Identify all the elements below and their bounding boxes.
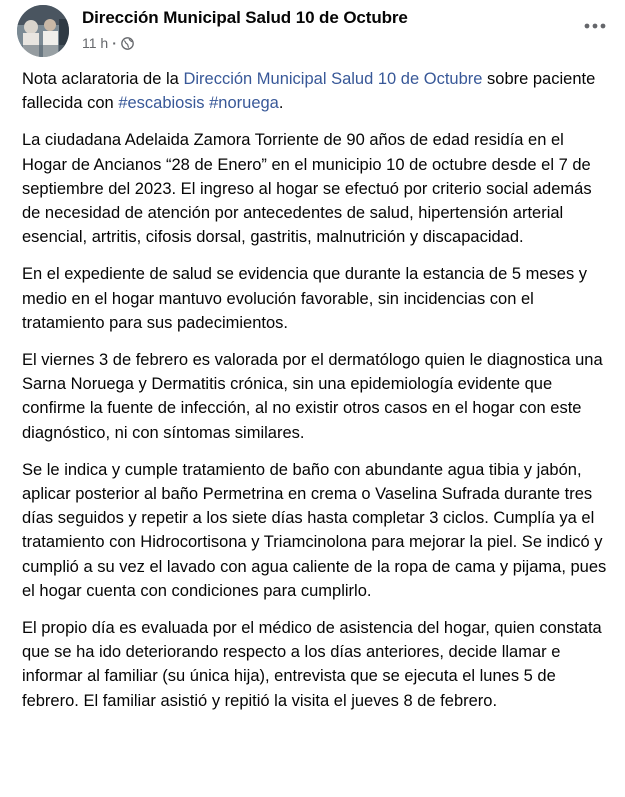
more-options-button[interactable] [579,14,611,38]
hashtag-noruega-link[interactable]: #noruega [209,94,279,113]
post-paragraph: La ciudadana Adelaida Zamora Torriente de 90 años de edad residía en el Hogar de Ancianos “28 de Enero” en el municipio 10 de octubre desde el 7 de septiembre del 2023. El ingreso al hogar se efectuó por criterio social además de necesidad de atención por antecedentes de salud, hipertensión arterial esencial, artritis, cifosis dorsal, gastritis, malnutrición y discapacidad. [22,131,592,247]
post-paragraph: Se le indica y cumple tratamiento de baño con abundante agua tibia y jabón, aplicar posterior al baño Permetrina en crema o Vaselina Sufrada durante tres días seguidos y repetir a los siete días hasta completar 3 ciclos. Cumplía ya el tratamiento con Hidrocortisona y Triamcinolona para mejorar la piel. Se indicó y cumplió a su vez el lavado con agua caliente de la ropa de cama y pijama, pues el hogar cuenta con condiciones para cumplirlo. [22,460,607,600]
page-mention-link[interactable]: Dirección Municipal Salud 10 de Octubre [183,70,483,88]
page-avatar[interactable] [17,5,69,57]
post-paragraph: En el expediente de salud se evidencia que durante la estancia de 5 meses y medio en el hogar mantuvo evolución favorable, sin incidencias con el tratamiento para sus padecimientos. [22,265,588,332]
page-name[interactable]: Dirección Municipal Salud 10 de Octubre [82,8,408,27]
intro-end: . [278,94,284,113]
post-intro [22,67,612,115]
more-horizontal-icon [584,23,606,29]
post-header [0,0,625,66]
avatar-image [17,5,69,57]
globe-icon [121,37,134,50]
post-time[interactable]: 11 h [82,35,109,51]
intro-text: Nota aclaratoria de la [22,70,184,88]
meta-separator: · [112,35,117,51]
post-meta [82,35,134,51]
intro-text-mid: sobre paciente fallecida con [22,70,596,113]
hashtag-escabiosis-link[interactable]: #escabiosis [118,94,205,113]
post-paragraph: El propio día es evaluada por el médico de asistencia del hogar, quien constata que se ha ido deteriorando respecto a los días anteriores, decide llamar e informar al familiar (su única hija), entrevista que se ejecuta el lunes 5 de febrero. El familiar asistió y repitió la visita el jueves 8 de febrero. [22,619,602,710]
post-paragraph: El viernes 3 de febrero es valorada por el dermatólogo quien le diagnostica una Sarna Noruega y Dermatitis crónica, sin una epidemiología evidente que confirme la fuente de infección, al no existir otros casos en el hogar con este diagnóstico, ni con síntomas similares. [22,351,603,442]
post-body [22,67,612,726]
